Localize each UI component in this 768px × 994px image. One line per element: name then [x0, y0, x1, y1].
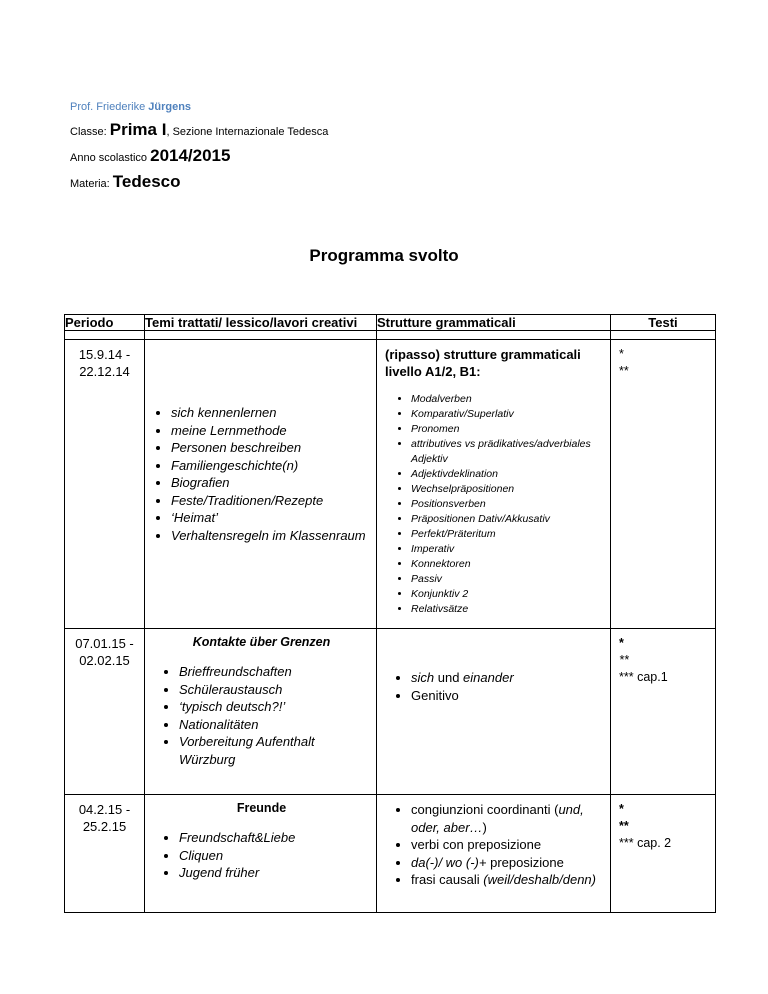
col-header-testi: Testi: [611, 315, 716, 331]
list-item: • Relativsätze: [411, 602, 604, 617]
list-item: • Imperativ: [411, 542, 604, 557]
list-item: • Positionsverben: [411, 497, 604, 512]
list-item: • Konnektoren: [411, 557, 604, 572]
list-item: • Cliquen: [179, 847, 370, 865]
list-item: • Wechselpräpositionen: [411, 482, 604, 497]
teacher-name: Prof. Friederike Jürgens: [70, 101, 192, 113]
subject-line: Materia: Tedesco: [70, 172, 181, 191]
col-header-periodo: Periodo: [65, 315, 145, 331]
table-row: [65, 629, 716, 795]
table-header-row: [65, 315, 716, 331]
list-item: • verbi con preposizione: [411, 836, 604, 854]
period-cell: 15.9.14 - 22.12.14: [65, 340, 145, 629]
list-item: • meine Lernmethode: [171, 422, 376, 440]
col-header-strutture: Strutture grammaticali: [377, 315, 611, 331]
topics-cell: [145, 340, 377, 629]
list-item: • Genitivo: [411, 687, 604, 705]
list-item: • da(-)/ wo (-)+ preposizione: [411, 854, 604, 872]
list-item: • Pronomen: [411, 422, 604, 437]
list-item: • Adjektivdeklination: [411, 467, 604, 482]
list-item: • congiunzioni coordinanti (und, oder, aber…): [411, 801, 604, 836]
topics-list: [153, 829, 370, 882]
list-item: • Vorbereitung Aufenthalt Würzburg: [179, 733, 370, 768]
grammar-cell: [377, 629, 611, 795]
grammar-list: [385, 392, 604, 617]
theme-title: Kontakte über Grenzen: [192, 635, 331, 649]
list-item: • Familiengeschichte(n): [171, 457, 376, 475]
list-item: • Biografien: [171, 474, 376, 492]
list-item: • attributives vs prädikatives/adverbiales Adjektiv: [411, 437, 604, 467]
list-item: • sich und einander: [411, 669, 604, 687]
testi-cell: * ** *** cap. 2: [611, 795, 716, 913]
topics-cell: [145, 795, 377, 913]
class-line: Classe: Prima I, Sezione Internazionale Tedesca: [70, 120, 329, 139]
grammar-list: [385, 669, 604, 704]
table-row: [65, 340, 716, 629]
period-cell: 07.01.15 - 02.02.15: [65, 629, 145, 795]
list-item: • Personen beschreiben: [171, 439, 376, 457]
list-item: • Verhaltensregeln im Klassenraum: [171, 527, 376, 545]
list-item: • sich kennenlernen: [171, 404, 376, 422]
list-item: • Passiv: [411, 572, 604, 587]
list-item: • Komparativ/Superlativ: [411, 407, 604, 422]
school-year-line: Anno scolastico 2014/2015: [70, 146, 231, 165]
list-item: • Schüleraustausch: [179, 681, 370, 699]
topics-list: [153, 663, 370, 768]
program-table: [64, 314, 716, 913]
grammar-cell: [377, 340, 611, 629]
grammar-list: [385, 801, 604, 889]
list-item: • frasi causali (weil/deshalb/denn): [411, 871, 604, 889]
testi-cell: * **: [611, 340, 716, 629]
list-item: • Konjunktiv 2: [411, 587, 604, 602]
grammar-intro: (ripasso) strutture grammaticali livello A1/2, B1:: [385, 347, 581, 379]
period-cell: 04.2.15 - 25.2.15: [65, 795, 145, 913]
grammar-cell: [377, 795, 611, 913]
list-item: • Freundschaft&Liebe: [179, 829, 370, 847]
list-item: • Präpositionen Dativ/Akkusativ: [411, 512, 604, 527]
list-item: • Brieffreundschaften: [179, 663, 370, 681]
col-header-temi: Temi trattati/ lessico/lavori creativi: [145, 315, 377, 331]
list-item: • Perfekt/Präteritum: [411, 527, 604, 542]
list-item: • Feste/Traditionen/Rezepte: [171, 492, 376, 510]
page-title: Programma svolto: [309, 246, 459, 265]
topics-cell: [145, 629, 377, 795]
table-row: [65, 795, 716, 913]
theme-title: Freunde: [236, 801, 287, 815]
topics-list: [145, 404, 376, 544]
list-item: • Modalverben: [411, 392, 604, 407]
testi-cell: * ** *** cap.1: [611, 629, 716, 795]
list-item: • ‘Heimat’: [171, 509, 376, 527]
list-item: • Jugend früher: [179, 864, 370, 882]
list-item: • ‘typisch deutsch?!’: [179, 698, 370, 716]
list-item: • Nationalitäten: [179, 716, 370, 734]
